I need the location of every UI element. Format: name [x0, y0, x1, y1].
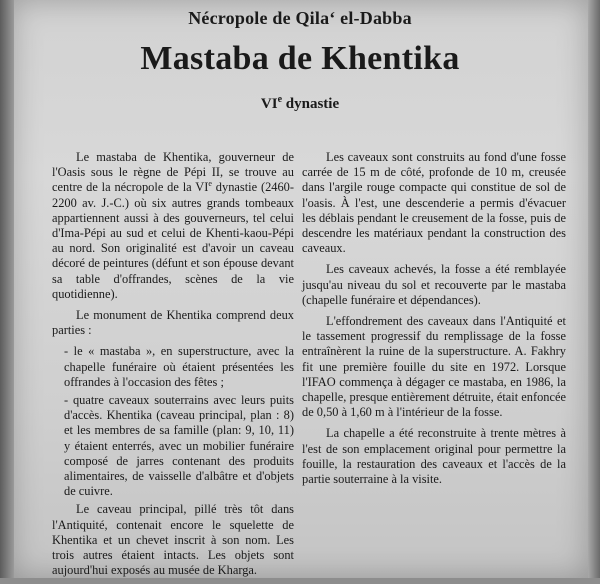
list-item-caveaux: - quatre caveaux souterrains avec leurs puits d'accès. Khentika (caveau principal, plan : 8) et les membres de sa famille (plan: 9, 10, 11) y étaient enterrés, avec un mobilier funéraire composé de jarres contenant des produits alimentaires, de vaisselle d'albâtre et d'objets de cuivre.: [64, 393, 294, 499]
left-paragraph-caveau: Le caveau principal, pillé très tôt dans l'Antiquité, contenait encore le squelette de Khentika et un chevet inscrit à son nom. Les trois autres étaient intacts. Les objets sont aujourd'hui exposés au musée de Kharga.: [52, 502, 294, 578]
board-edge-right: [588, 0, 600, 578]
intro-text-b: dynastie (2460-2200 av. J.-C.) où six autres grands tombeaux appartiennent aussi à des gouverneurs, tel celui d'Ima-Pépi au sud et celui de Khenti-kaou-Pépi au nord. Son originalité est d'avoir un caveau décoré de peintures (défunt et son épouse devant sa table d'offrandes, scènes de la vie quotidienne).: [52, 180, 294, 301]
page-title: Mastaba de Khentika: [140, 40, 460, 77]
dynasty-word: dynastie: [282, 96, 340, 112]
site-name: Nécropole de Qila‘ el-Dabba: [188, 8, 412, 28]
dynasty-superscript: e: [277, 94, 283, 105]
dynasty-subtitle: [0, 96, 600, 113]
intro-superscript: e: [208, 179, 212, 189]
intro-text-a: Le mastaba de Khentika, gouverneur de l'Oasis sous le règne de Pépi II, se trouve au centre de la nécropole de la VI: [52, 150, 294, 195]
board-edge-left: [0, 0, 14, 578]
right-paragraph-effondrement: L'effondrement des caveaux dans l'Antiquité et le tassement progressif du remplissage de la fosse entraînèrent la ruine de la superstructure. A. Fakhry fit une première fouille du site en 1972. Lorsque l'IFAO commença à dégager ce mastaba, en 1986, la chapelle, presque entièrement détruite, était enfoncée de 0,50 à 1,60 m à l'intérieur de la fosse.: [302, 314, 566, 420]
left-column: [52, 150, 294, 584]
left-paragraph-parts: Le monument de Khentika comprend deux parties :: [52, 308, 294, 338]
right-paragraph-construction: Les caveaux sont construits au fond d'une fosse carrée de 15 m de côté, profonde de 10 m, creusée dans l'argile rouge compacte qui constitue de sol de l'oasis. À l'est, une descenderie a permis d'évacuer les déblais pendant le creusement de la fosse, puis de descendre les matériaux pendant la construction des caveaux.: [302, 150, 566, 256]
right-column: [302, 150, 566, 493]
right-paragraph-remblai: Les caveaux achevés, la fosse a été remblayée jusqu'au niveau du sol et recouverte par le mastaba (chapelle funéraire et dépendances).: [302, 262, 566, 307]
dynasty-numeral: VI: [260, 96, 278, 112]
list-item-mastaba: - le « mastaba », en superstructure, avec la chapelle funéraire où étaient présentées les offrandes à l'occasion des fêtes ;: [64, 344, 294, 389]
right-paragraph-chapelle: La chapelle a été reconstruite à trente mètres à l'est de son emplacement original pour permettre la fouille, la restauration des caveaux et l'accès de la partie souterraine à la visite.: [302, 426, 566, 487]
left-paragraph-intro: [52, 150, 294, 302]
